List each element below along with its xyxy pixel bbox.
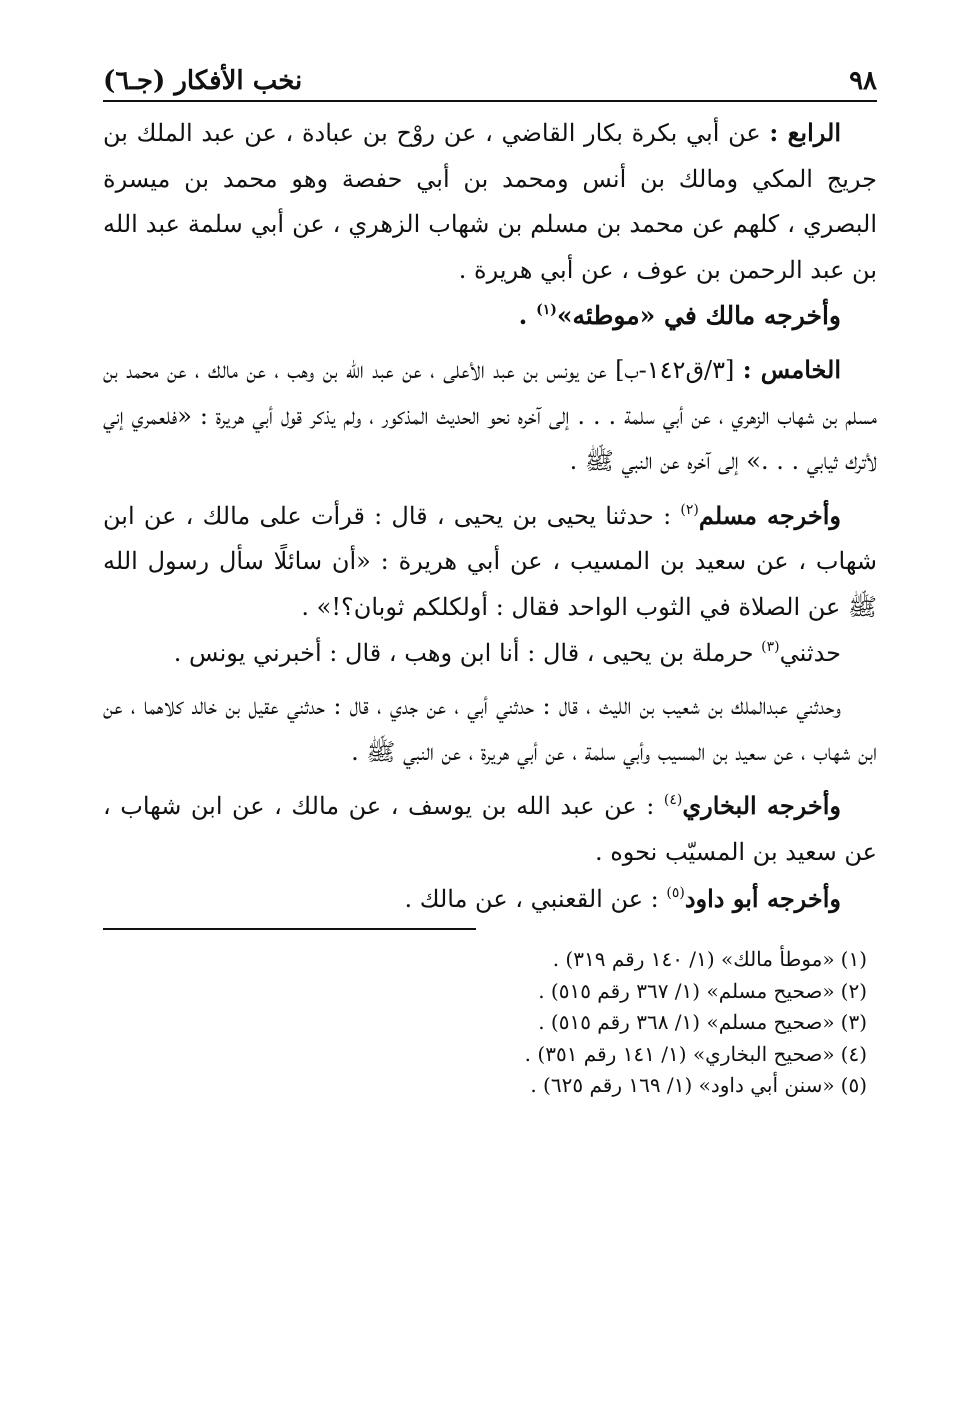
footnote-text: «سنن أبي داود» (١/ ١٦٩ رقم ٦٢٥) . <box>530 1073 835 1098</box>
paragraph-text: حرملة بن يحيى ، قال : أنا ابن وهب ، قال : أخبرني يونس . <box>173 638 762 667</box>
footnote-ref[interactable]: (٤) <box>663 792 683 809</box>
paragraph-malik <box>103 293 877 339</box>
paragraph-muslim <box>103 493 877 631</box>
footnote-text: «موطأ مالك» (١/ ١٤٠ رقم ٣١٩) . <box>552 947 835 972</box>
footnote-number: (٥) <box>840 1073 867 1098</box>
footnote-number: (٤) <box>840 1041 867 1066</box>
paragraph-text: وحدثني عبدالملك بن شعيب بن الليث ، قال : حدثني أبي ، عن جدي ، قال : حدثني عقيل بن خالد كلاهما ، عن ابن شهاب ، عن سعيد بن المسيب وأبي سلمة ، عن أبي هريرة ، عن النبي ﷺ . <box>103 692 877 766</box>
paragraph-text: [٣/ق١٤٢-ب] عن يونس بن عبد الأعلى ، عن عبد الله بن وهب ، عن مالك ، عن محمد بن مسلم بن شهاب الزهري ، عن أبي سلمة . . . إلى آخره نحو الحديث المذكور ، ولم يذكر قول أبي هريرة : «فلعمري إني لأترك ثيابي . . .» إلى آخره عن النبي ﷺ . <box>103 355 877 476</box>
chain-heading: الرابع : <box>769 118 842 147</box>
paragraph-text: حدثني <box>779 638 841 667</box>
footnote-number: (٣) <box>840 1010 867 1035</box>
paragraph-text: : حدثنا يحيى بن يحيى ، قال : قرأت على مالك ، عن ابن شهاب ، عن سعيد بن المسيب ، عن أبي هريرة : «أن سائلًا سأل رسول الله ﷺ عن الصلاة في الثوب الواحد فقال : أولكلكم ثوبان؟!» . <box>103 501 877 621</box>
footnote-text: «صحيح مسلم» (١/ ٣٦٧ رقم ٥١٥) . <box>538 978 835 1003</box>
footnote-item <box>103 1039 867 1071</box>
paragraph-text: : عن القعنبي ، عن مالك . <box>404 884 667 913</box>
source-heading: وأخرجه البخاري <box>682 791 842 821</box>
footnote-number: (١) <box>840 947 867 972</box>
footnote-item <box>103 1070 867 1102</box>
page-number: ٩٨ <box>849 66 877 96</box>
source-heading: وأخرجه أبو داود <box>684 883 841 913</box>
paragraph-abdulmalik <box>103 684 877 775</box>
footnote-item <box>103 976 867 1008</box>
footnote-number: (٢) <box>840 978 867 1003</box>
source-heading: وأخرجه مسلم <box>698 500 841 530</box>
footnote-ref[interactable]: (١) <box>536 302 557 319</box>
paragraph-abu-dawud <box>103 876 877 923</box>
paragraph-end: . <box>518 301 537 331</box>
footnote-item <box>103 944 867 976</box>
paragraph-text: عن أبي بكرة بكار القاضي ، عن روْح بن عبادة ، عن عبد الملك بن جريج المكي ومالك بن أنس ومحمد بن أبي حفصة وهو محمد بن ميسرة البصري ، كلهم عن محمد بن مسلم بن شهاب الزهري ، عن أبي سلمة عبد الله بن عبد الرحمن بن عوف ، عن أبي هريرة . <box>103 119 877 284</box>
footnote-ref[interactable]: (٣) <box>761 638 780 655</box>
footnote-ref[interactable]: (٢) <box>680 501 699 518</box>
paragraph-text: وأخرجه مالك في «موطئه» <box>556 301 841 331</box>
footnote-separator <box>103 928 476 930</box>
chain-heading: الخامس : <box>742 354 841 384</box>
page-header <box>103 58 877 102</box>
footnote-item <box>103 1007 867 1039</box>
footnote-ref[interactable]: (٥) <box>666 884 685 901</box>
paragraph-harmala <box>103 631 877 677</box>
footnotes <box>103 944 877 1102</box>
paragraph-text: : عن عبد الله بن يوسف ، عن مالك ، عن ابن شهاب ، عن سعيد بن المسيّب نحوه . <box>103 792 877 866</box>
footnote-text: «صحيح البخاري» (١/ ١٤١ رقم ٣٥١) . <box>524 1041 835 1066</box>
main-text <box>103 110 877 922</box>
running-title: نخب الأفكار (جـ٦) <box>103 66 303 96</box>
paragraph-chain-5 <box>103 347 877 485</box>
footnote-text: «صحيح مسلم» (١/ ٣٦٨ رقم ٥١٥) . <box>538 1010 835 1035</box>
paragraph-bukhari <box>103 783 877 875</box>
paragraph-chain-4 <box>103 110 877 293</box>
